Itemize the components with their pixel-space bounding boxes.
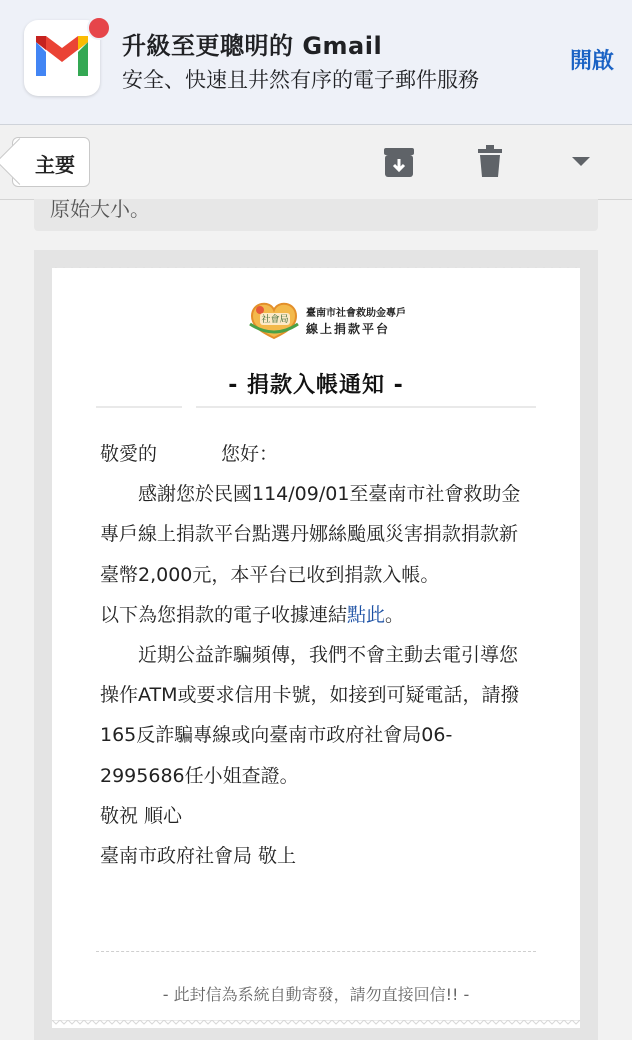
notification-dot xyxy=(87,16,111,40)
greeting-line xyxy=(100,434,530,474)
promo-title: 升級至更聰明的 Gmail xyxy=(122,32,383,60)
trash-icon[interactable] xyxy=(474,145,506,179)
chevron-down-icon[interactable] xyxy=(570,155,592,169)
previous-message-card[interactable] xyxy=(34,199,598,231)
receipt-prefix: 以下為您捐款的電子收據連結 xyxy=(100,603,348,626)
closing-signature: 臺南市政府社會局 敬上 xyxy=(100,845,297,868)
social-affairs-logo xyxy=(246,296,302,340)
notice-heading: - 捐款入帳通知 - xyxy=(228,373,404,398)
heading-divider-right xyxy=(196,406,536,408)
email-message-card xyxy=(34,250,598,1040)
receipt-line xyxy=(100,595,530,635)
heading-divider-left xyxy=(96,406,182,408)
archive-icon[interactable] xyxy=(382,145,416,179)
previous-message-snippet: 原始大小。 xyxy=(50,199,150,221)
greeting-suffix: 您好： xyxy=(221,443,279,465)
org-name-line2: 線上捐款平台 xyxy=(306,322,391,336)
back-button-label: 主要 xyxy=(35,153,75,177)
closing-wishes: 敬祝 順心 xyxy=(100,804,183,827)
receipt-link[interactable]: 點此 xyxy=(347,603,386,626)
back-button[interactable] xyxy=(12,137,90,187)
receipt-suffix: 。 xyxy=(385,603,405,626)
donation-paragraph: 感謝您於民國114/09/01至臺南市社會救助金專戶線上捐款平台點選丹娜絲颱風災害捐款捐款新臺幣2,000元，本平台已收到捐款入帳。 xyxy=(100,483,521,586)
auto-send-notice: - 此封信為系統自動寄發，請勿直接回信!! - xyxy=(162,985,470,1004)
promo-subtitle: 安全、快速且井然有序的電子郵件服務 xyxy=(122,68,479,92)
open-app-button[interactable]: 開啟 xyxy=(569,49,614,74)
footer-divider xyxy=(96,951,536,952)
message-toolbar xyxy=(0,125,632,200)
logo-text: 社會局 xyxy=(261,315,289,325)
email-message-text xyxy=(100,434,530,876)
zigzag-bottom-edge xyxy=(52,1020,580,1028)
gmail-promo-banner xyxy=(0,0,632,125)
fraud-warning-paragraph: 近期公益詐騙頻傳，我們不會主動去電引導您操作ATM或要求信用卡號，如接到可疑電話，請撥165反詐騙專線或向臺南市政府社會局06-2995686任小姐查證。 xyxy=(100,644,520,787)
org-name-line1: 臺南市社會救助金專戶 xyxy=(306,308,406,319)
greeting-prefix: 敬愛的 xyxy=(100,443,158,465)
email-body xyxy=(52,268,580,1028)
